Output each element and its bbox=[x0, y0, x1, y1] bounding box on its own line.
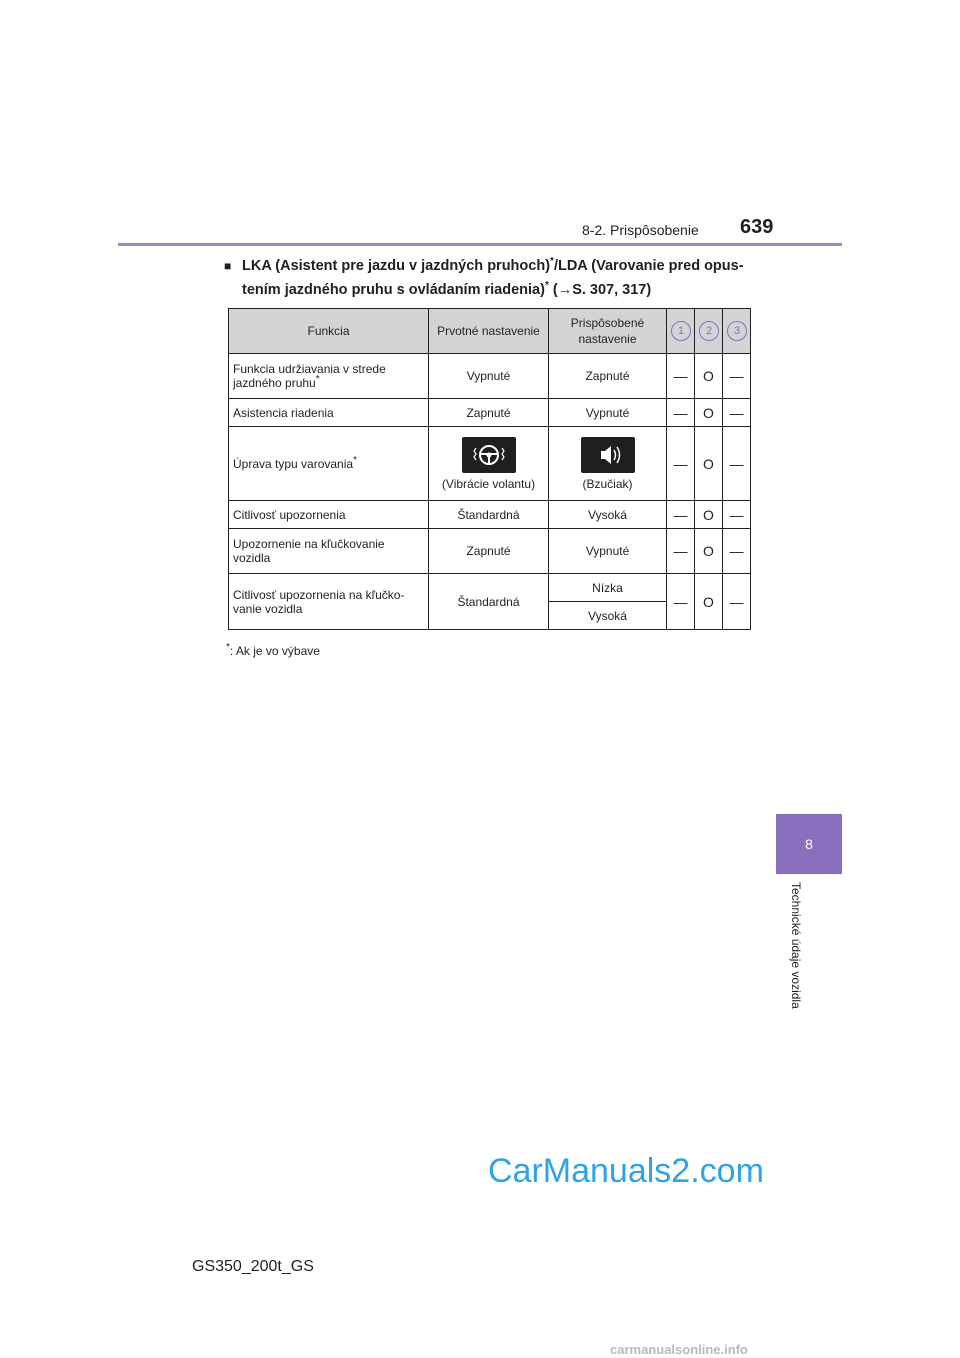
row-mark-3: — bbox=[723, 427, 751, 501]
watermark-logo: CarManuals2.com bbox=[488, 1152, 764, 1190]
row-function: Úprava typu varovania* bbox=[229, 427, 429, 501]
heading-line-1: LKA (Asistent pre jazdu v jazdných pruhoch)*/LDA (Varovanie pred opus- bbox=[242, 256, 744, 274]
row-default: Zapnuté bbox=[429, 529, 549, 574]
circle-number-2: 2 bbox=[699, 321, 719, 341]
row-mark-3: — bbox=[723, 529, 751, 574]
header-custom: Prispôsobené nastavenie bbox=[549, 309, 667, 354]
row-mark-3: — bbox=[723, 399, 751, 427]
header-col-3 bbox=[723, 309, 751, 354]
watermark-site: carmanualsonline.info bbox=[610, 1342, 748, 1357]
table-row bbox=[229, 574, 751, 602]
row-custom: Vypnuté bbox=[549, 399, 667, 427]
row-function: Funkcia udržiavania v strede jazdného pruhu* bbox=[229, 354, 429, 399]
model-code: GS350_200t_GS bbox=[192, 1258, 314, 1275]
chapter-tab bbox=[776, 814, 842, 874]
row-mark-1: — bbox=[667, 354, 695, 399]
section-title: 8-2. Prispôsobenie bbox=[582, 222, 699, 238]
header-col-1 bbox=[667, 309, 695, 354]
circle-number-1: 1 bbox=[671, 321, 691, 341]
row-mark-1: — bbox=[667, 427, 695, 501]
table-row bbox=[229, 501, 751, 529]
chapter-number: 8 bbox=[805, 836, 813, 852]
row-custom: Zapnuté bbox=[549, 354, 667, 399]
row-mark-2: O bbox=[695, 574, 723, 630]
row-custom-caption: (Bzučiak) bbox=[582, 476, 633, 491]
header-divider bbox=[118, 243, 842, 246]
table-row bbox=[229, 529, 751, 574]
footnote: *: Ak je vo výbave bbox=[226, 642, 320, 658]
row-custom-b: Vysoká bbox=[549, 602, 667, 630]
row-function: Citlivosť upozornenia na kľučko-vanie vozidla bbox=[229, 574, 429, 630]
header-function: Funkcia bbox=[229, 309, 429, 354]
row-default: Zapnuté bbox=[429, 399, 549, 427]
row-mark-1: — bbox=[667, 574, 695, 630]
row-mark-2: O bbox=[695, 529, 723, 574]
row-default: Štandardná bbox=[429, 574, 549, 630]
buzzer-icon bbox=[581, 437, 635, 473]
heading-line-2: tením jazdného pruhu s ovládaním riadenia)* (→S. 307, 317) bbox=[242, 280, 652, 298]
row-mark-2: O bbox=[695, 501, 723, 529]
table-row bbox=[229, 399, 751, 427]
circle-number-3: 3 bbox=[727, 321, 747, 341]
row-mark-3: — bbox=[723, 574, 751, 630]
row-default: Vypnuté bbox=[429, 354, 549, 399]
row-custom: Vypnuté bbox=[549, 529, 667, 574]
table-header-row bbox=[229, 309, 751, 354]
settings-table bbox=[228, 308, 751, 630]
row-mark-1: — bbox=[667, 529, 695, 574]
row-default: Štandardná bbox=[429, 501, 549, 529]
section-heading bbox=[226, 254, 756, 302]
row-mark-2: O bbox=[695, 354, 723, 399]
page-number: 639 bbox=[740, 216, 774, 238]
row-mark-1: — bbox=[667, 399, 695, 427]
row-custom bbox=[549, 427, 667, 501]
steering-vibration-icon bbox=[462, 437, 516, 473]
header-default: Prvotné nastavenie bbox=[429, 309, 549, 354]
row-mark-1: — bbox=[667, 501, 695, 529]
table-row bbox=[229, 427, 751, 501]
header-col-2 bbox=[695, 309, 723, 354]
row-function: Upozornenie na kľučkovanie vozidla bbox=[229, 529, 429, 574]
row-function: Asistencia riadenia bbox=[229, 399, 429, 427]
row-function: Citlivosť upozornenia bbox=[229, 501, 429, 529]
row-custom-a: Nízka bbox=[549, 574, 667, 602]
row-mark-2: O bbox=[695, 427, 723, 501]
chapter-label: Technické údaje vozidla bbox=[789, 882, 803, 1009]
row-mark-3: — bbox=[723, 501, 751, 529]
row-mark-2: O bbox=[695, 399, 723, 427]
square-bullet-icon: ■ bbox=[224, 259, 232, 273]
table-row bbox=[229, 354, 751, 399]
row-custom: Vysoká bbox=[549, 501, 667, 529]
row-default bbox=[429, 427, 549, 501]
row-mark-3: — bbox=[723, 354, 751, 399]
row-default-caption: (Vibrácie volantu) bbox=[441, 476, 536, 491]
